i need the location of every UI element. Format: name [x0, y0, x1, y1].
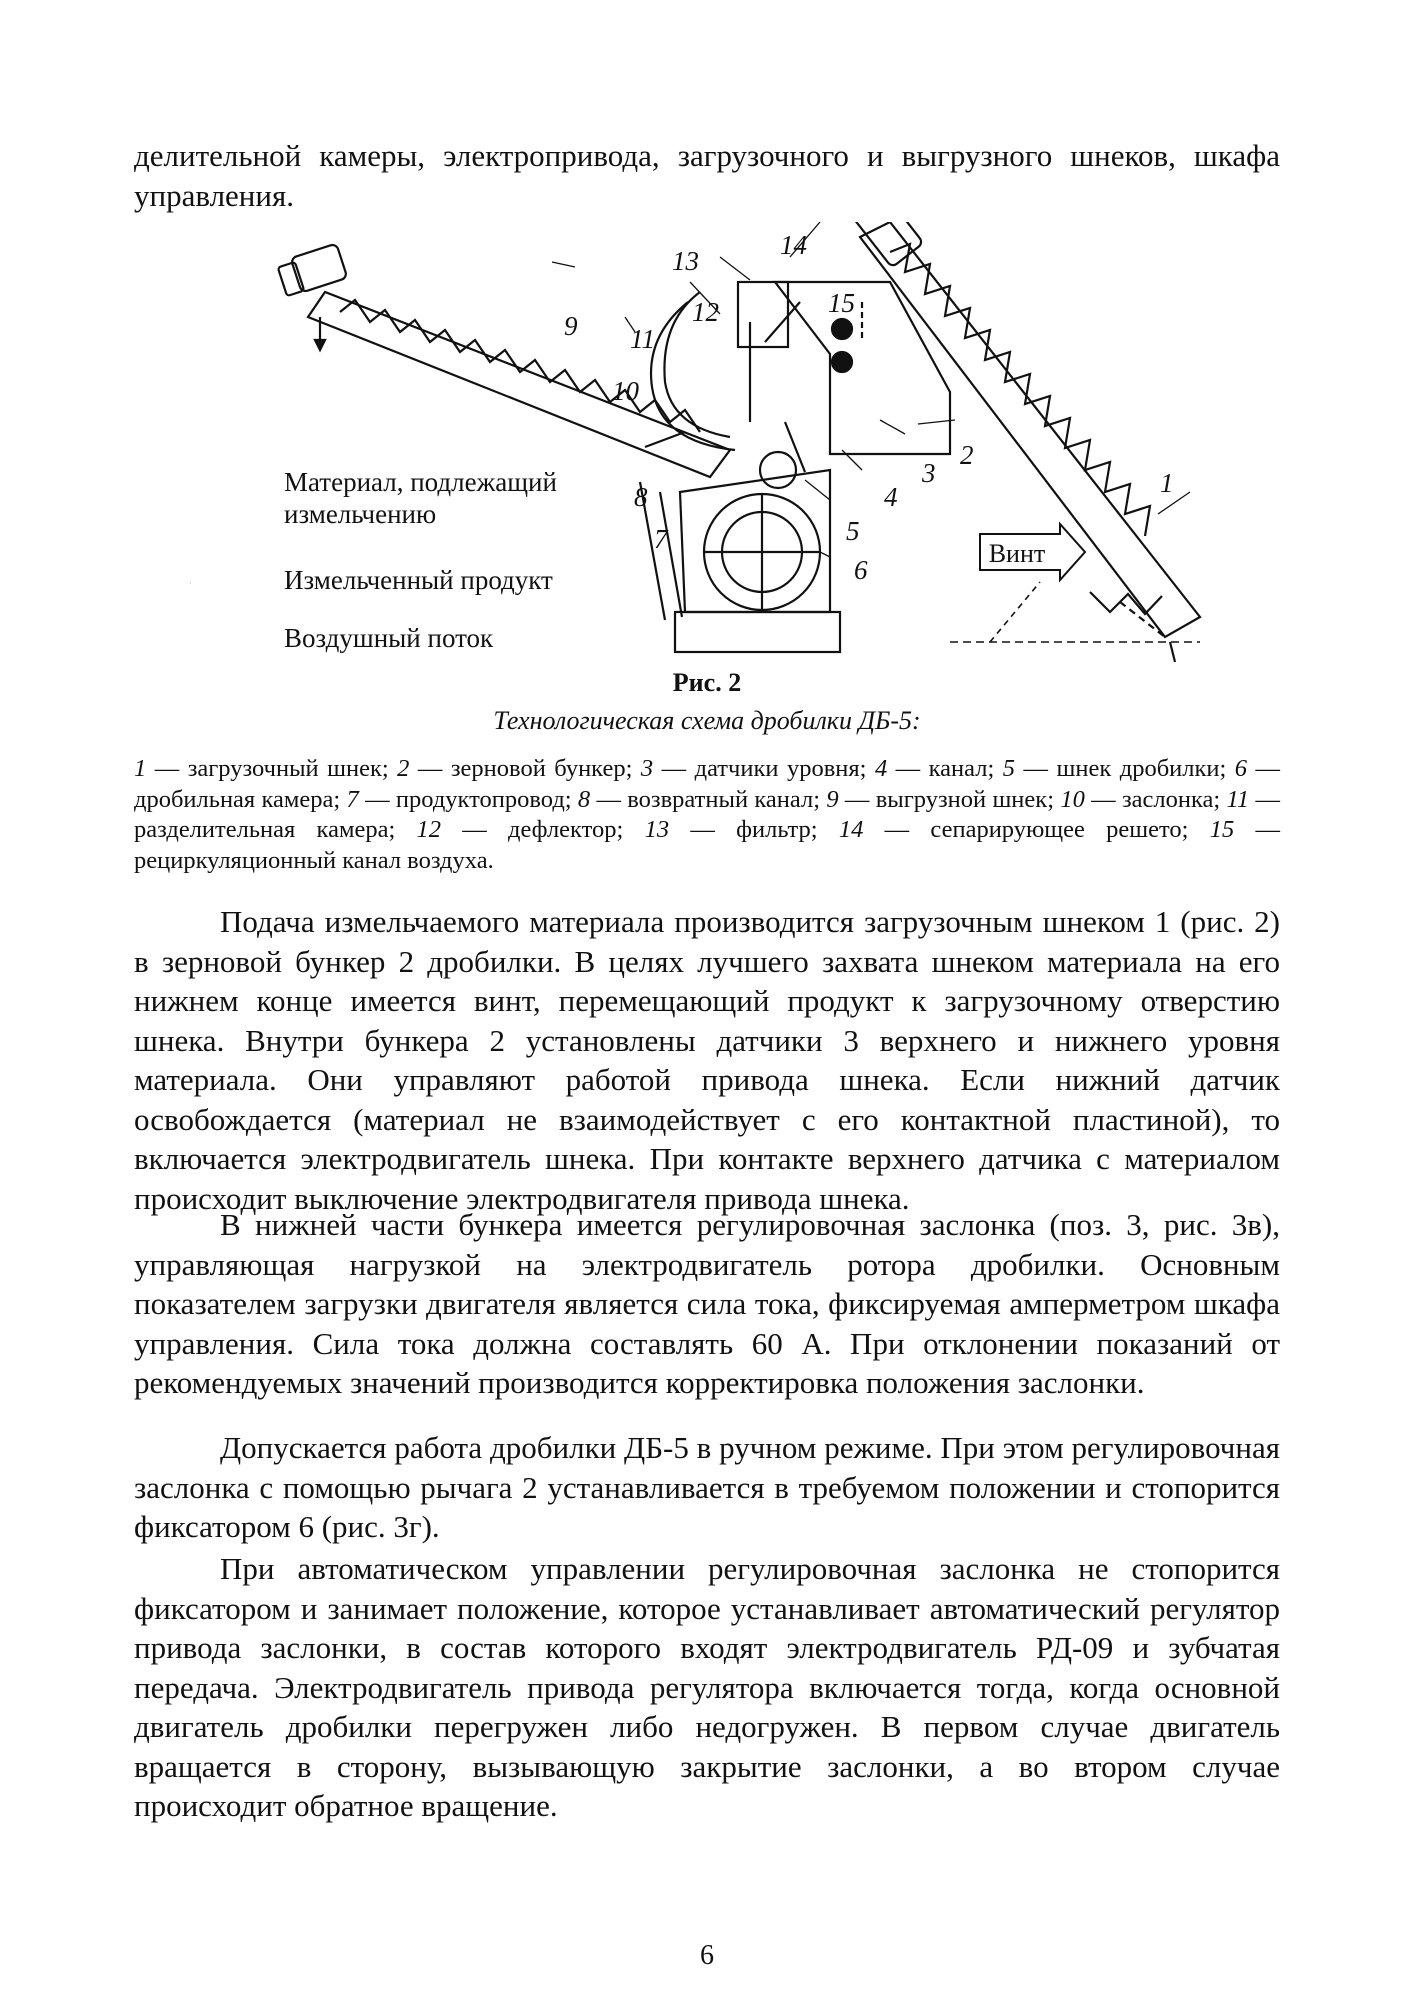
callout-8: 8	[634, 482, 648, 512]
key-item-number: 5	[1002, 755, 1016, 782]
key-item-text: — фильтр;	[669, 816, 839, 843]
callout-7: 7	[654, 524, 668, 554]
key-item-number: 1	[134, 755, 147, 782]
page-number: 6	[700, 1940, 714, 1971]
key-item-text: — дробильная камера;	[134, 755, 1281, 813]
paragraph-4: При автоматическом управлении регулировочная заслонка не стопорится фиксатором и занимает положение, которое устанавливает автоматический регулятор привода заслонки, в состав которого входят электродвигатель РД-09 и зубчатая передача. Электродвигатель привода регулятора включается тогда, когда основной двигатель дробилки перегружен либо недогружен. В первом случае двигатель вращается в сторону, вызывающую закрытие заслонки, а во втором случае происходит обратное вращение.	[134, 1551, 1280, 1823]
key-item-text: — разделительная камера;	[134, 785, 1281, 843]
paragraph-1: Подача измельчаемого материала производится загрузочным шнеком 1 (рис. 2) в зерновой бункер 2 дробилки. В целях лучшего захвата шнеком материала на его нижнем конце имеется винт, перемещающий продукт к загрузочному отверстию шнека. Внутри бункера 2 установлены датчики 3 верхнего и нижнего уровня материала. Они управляют работой привода шнека. Если нижний датчик освобождается (материал не взаимодействует с его контактной пластиной), то включается электродвигатель шнека. При контакте верхнего датчика с материалом происходит выключение электродвигателя привода шнека.	[134, 904, 1280, 1216]
legend-material	[284, 466, 604, 530]
legend-material-label: Материал, подлежащий измельчению	[284, 467, 557, 529]
legend-product-label: Измельченный продукт	[284, 565, 553, 595]
callout-6: 6	[854, 555, 868, 585]
key-item-number: 10	[1060, 785, 1085, 813]
key-item-number: 6	[1234, 755, 1248, 782]
key-item-number: 14	[838, 816, 864, 843]
callout-14: 14	[780, 230, 807, 260]
callout-4: 4	[884, 482, 898, 512]
paragraph-3: Допускается работа дробилки ДБ-5 в ручном режиме. При этом регулировочная заслонка с помощью рычага 2 устанавливается в требуемом положении и стопорится фиксатором 6 (рис. 3г).	[134, 1430, 1280, 1544]
callout-13: 13	[672, 246, 699, 276]
key-item-text: — зерновой бункер;	[409, 755, 641, 782]
intro-text: делительной камеры, электропривода, загрузочного и выгрузного шнеков, шкафа управления.	[134, 138, 1280, 213]
key-item-text: — дефлектор;	[441, 816, 645, 843]
key-item-text: — датчики уровня;	[653, 755, 875, 782]
callout-12: 12	[692, 297, 719, 327]
crushing-chamber-drawing	[675, 470, 840, 652]
key-item-number: 3	[640, 755, 654, 782]
key-item-number: 2	[397, 755, 410, 782]
key-item-number: 12	[416, 816, 442, 843]
callout-1: 1	[1160, 468, 1174, 498]
callout-10: 10	[612, 376, 639, 406]
figure-key	[134, 754, 1280, 876]
loading-auger-drawing	[853, 222, 1200, 662]
key-item-number: 7	[346, 785, 359, 813]
key-item-text: — шнек дробилки;	[1015, 755, 1235, 782]
vint-label: Винт	[988, 539, 1046, 568]
key-item-number: 11	[1226, 785, 1250, 813]
vint-box	[980, 524, 1085, 580]
key-item-text: — загрузочный шнек;	[146, 755, 398, 782]
unloading-auger-drawing	[278, 243, 730, 477]
key-item-text: — выгрузной шнек;	[838, 785, 1061, 813]
crusher-diagram	[190, 222, 1240, 662]
callout-3: 3	[922, 458, 936, 488]
key-item-text: — рециркуляционный канал воздуха.	[134, 816, 1280, 874]
paragraph-2: В нижней части бункера имеется регулировочная заслонка (поз. 3, рис. 3в), управляющая нагрузкой на электродвигатель ротора дробилки. Основным показателем загрузки двигателя является сила тока, фиксируемая амперметром шкафа управления. Сила тока должна составлять 60 А. При отклонении показаний от рекомендуемых значений производится корректировка положения заслонки.	[134, 1207, 1280, 1400]
callout-11: 11	[630, 324, 655, 354]
figure-subtitle: Технологическая схема дробилки ДБ-5:	[493, 706, 921, 735]
legend-product	[284, 565, 553, 596]
key-item-text: — продуктопровод;	[358, 785, 578, 813]
key-item-number: 9	[826, 785, 839, 813]
callout-15: 15	[828, 288, 855, 318]
legend-air-label: Воздушный поток	[284, 623, 494, 653]
key-item-text: — канал;	[887, 755, 1003, 782]
key-item-text: — сепарирующее решето;	[863, 816, 1210, 843]
callout-9: 9	[564, 311, 578, 341]
key-item-number: 13	[644, 816, 670, 843]
key-item-text: — заслонка;	[1084, 785, 1227, 813]
key-item-text: — возвратный канал;	[590, 785, 827, 813]
key-item-number: 15	[1209, 816, 1235, 843]
legend-air	[284, 623, 493, 654]
callout-2: 2	[960, 440, 974, 470]
key-item-number: 4	[874, 755, 888, 782]
callout-5: 5	[846, 516, 860, 546]
key-item-number: 8	[577, 785, 591, 813]
bunker-drawing	[775, 282, 950, 454]
figure-title: Рис. 2	[672, 668, 742, 697]
